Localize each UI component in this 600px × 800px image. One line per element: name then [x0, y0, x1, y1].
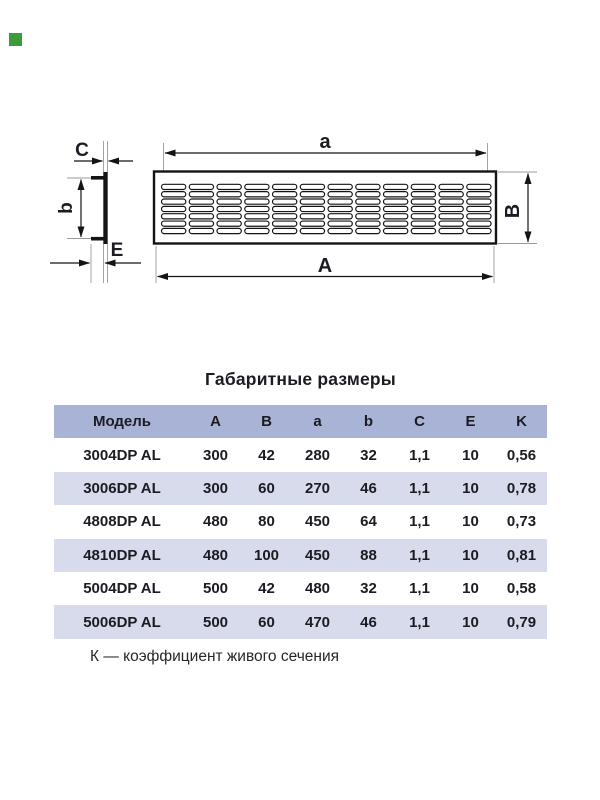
value-cell: 10 — [462, 513, 479, 531]
profile-section — [91, 172, 108, 244]
table-row — [54, 572, 547, 605]
dimension-label-b: b — [56, 202, 77, 214]
dimension-label-B: B — [502, 203, 524, 219]
value-cell: 0,79 — [506, 613, 537, 631]
table-row — [54, 472, 547, 505]
value-cell: 0,73 — [506, 513, 537, 531]
table-header-row — [54, 405, 547, 438]
value-cell: 500 — [202, 613, 229, 631]
dimension-label-a: a — [319, 131, 331, 153]
value-cell: 480 — [202, 546, 229, 564]
dimension-A — [158, 255, 493, 277]
value-cell: 46 — [360, 479, 377, 497]
value-cell: 10 — [462, 446, 479, 464]
table-row — [54, 505, 547, 538]
value-cell: 32 — [360, 580, 377, 598]
side-profile-view — [50, 140, 141, 283]
value-cell: 450 — [304, 546, 331, 564]
value-cell: 88 — [360, 546, 377, 564]
footnote: К — коэффициент живого сечения — [90, 648, 340, 665]
dimension-b — [56, 180, 81, 238]
column-header-A: A — [210, 413, 221, 431]
dimension-drawing — [0, 0, 600, 310]
value-cell: 60 — [258, 613, 275, 631]
value-cell: 300 — [202, 479, 229, 497]
model-cell: 4808DP AL — [83, 513, 161, 531]
table-row — [54, 539, 547, 572]
value-cell: 450 — [304, 513, 331, 531]
value-cell: 10 — [462, 580, 479, 598]
model-cell: 5006DP AL — [83, 613, 161, 631]
dimension-a — [165, 131, 486, 153]
value-cell: 42 — [258, 446, 275, 464]
dimension-label-A: A — [317, 255, 333, 277]
column-header-K: K — [516, 413, 527, 431]
dimensions-table — [54, 405, 547, 639]
value-cell: 1,1 — [409, 513, 430, 531]
value-cell: 80 — [258, 513, 275, 531]
table-title: Габаритные размеры — [205, 369, 396, 389]
model-cell: 5004DP AL — [83, 580, 161, 598]
table-row — [54, 605, 547, 638]
value-cell: 480 — [202, 513, 229, 531]
value-cell: 0,81 — [506, 546, 537, 564]
value-cell: 470 — [304, 613, 331, 631]
dimension-B — [502, 174, 528, 243]
value-cell: 480 — [304, 580, 331, 598]
value-cell: 60 — [258, 479, 275, 497]
value-cell: 0,56 — [506, 446, 537, 464]
column-header-B: B — [261, 413, 272, 431]
value-cell: 10 — [462, 479, 479, 497]
value-cell: 270 — [304, 479, 331, 497]
dimension-label-E: E — [110, 240, 124, 261]
value-cell: 32 — [360, 446, 377, 464]
value-cell: 42 — [258, 580, 275, 598]
value-cell: 1,1 — [409, 546, 430, 564]
value-cell: 100 — [253, 546, 280, 564]
dimension-label-C: C — [75, 140, 89, 161]
column-header-b: b — [363, 413, 374, 431]
dimension-E — [50, 240, 141, 263]
value-cell: 10 — [462, 546, 479, 564]
model-cell: 4810DP AL — [83, 546, 161, 564]
model-cell: 3004DP AL — [83, 446, 161, 464]
value-cell: 1,1 — [409, 580, 430, 598]
value-cell: 64 — [360, 513, 377, 531]
value-cell: 10 — [462, 613, 479, 631]
value-cell: 46 — [360, 613, 377, 631]
value-cell: 0,78 — [506, 479, 537, 497]
column-header-E: E — [465, 413, 476, 431]
value-cell: 300 — [202, 446, 229, 464]
value-cell: 1,1 — [409, 613, 430, 631]
column-header-model: Модель — [92, 413, 152, 431]
value-cell: 500 — [202, 580, 229, 598]
value-cell: 0,58 — [506, 580, 537, 598]
front-view — [154, 131, 537, 283]
table-row — [54, 438, 547, 471]
column-header-a: a — [313, 413, 322, 431]
value-cell: 1,1 — [409, 446, 430, 464]
model-cell: 3006DP AL — [83, 479, 161, 497]
value-cell: 1,1 — [409, 479, 430, 497]
value-cell: 280 — [304, 446, 331, 464]
column-header-C: C — [414, 413, 425, 431]
